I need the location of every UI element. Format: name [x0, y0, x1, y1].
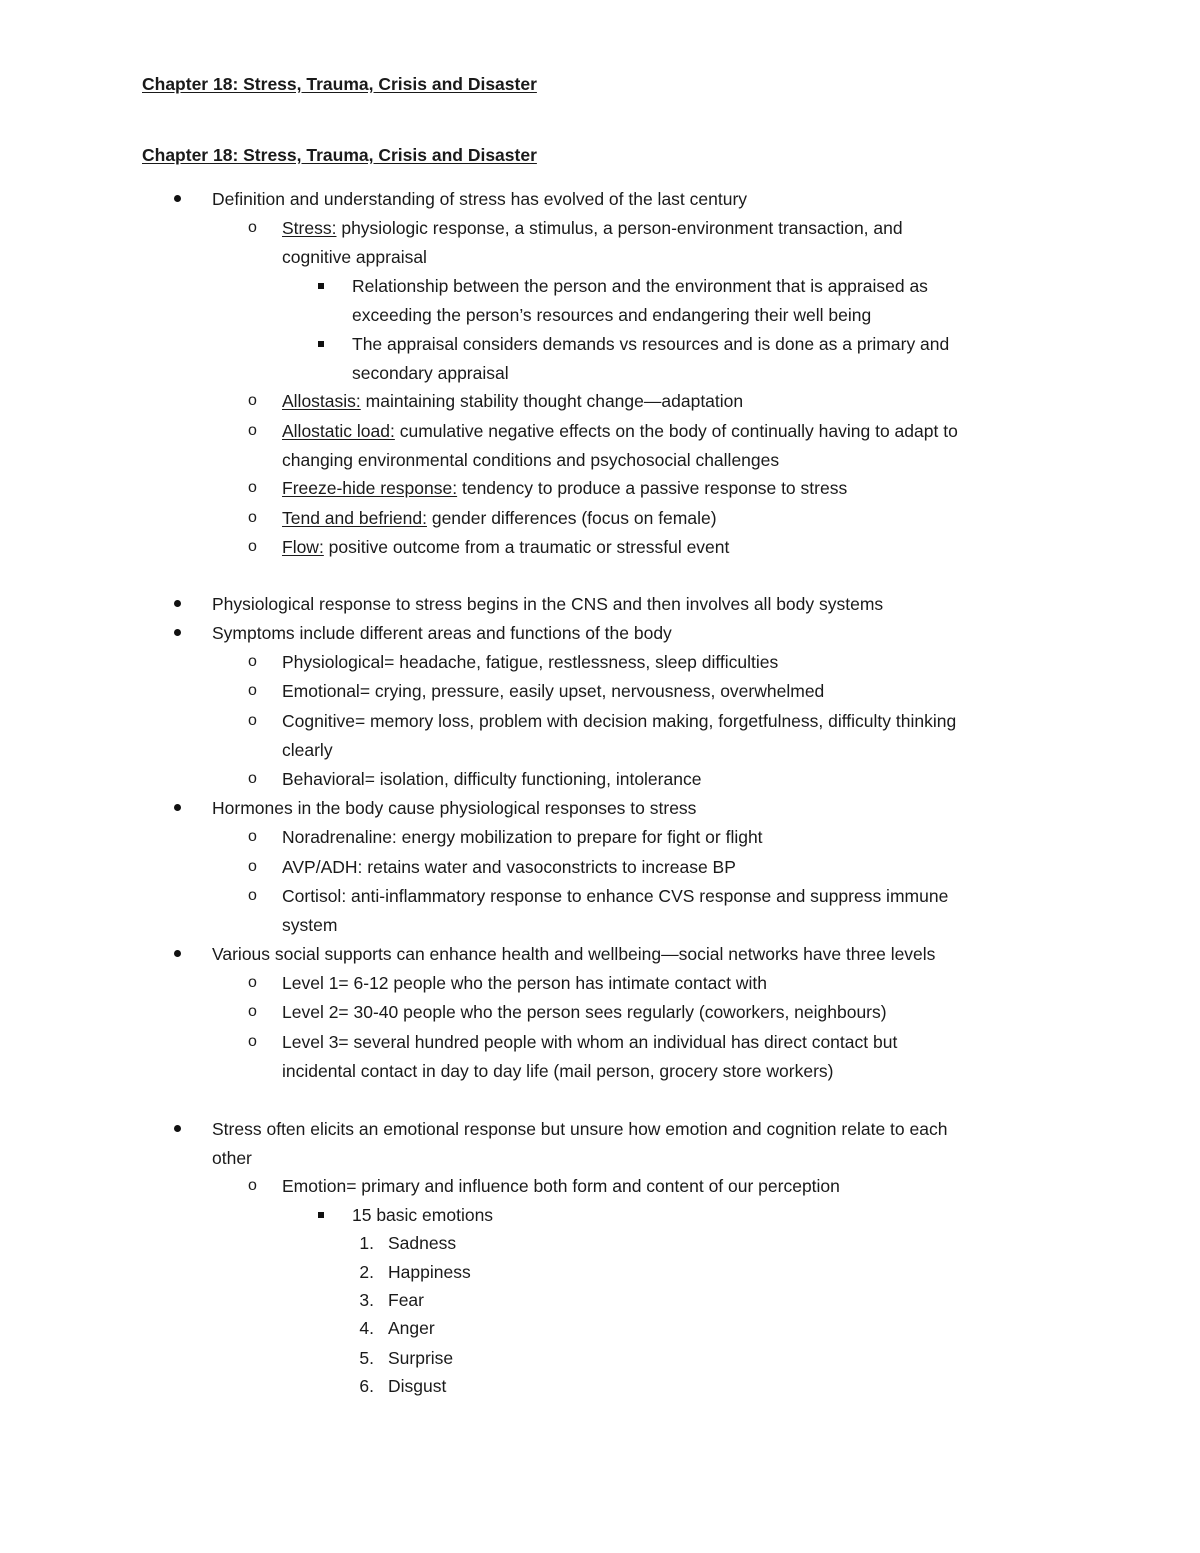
definition: cumulative negative effects on the body of continually having to adapt to	[394, 421, 958, 441]
bullet-disc	[174, 950, 181, 957]
definition: tendency to produce a passive response to stress	[457, 478, 848, 498]
sub-item-freeze-hide	[282, 477, 847, 499]
term-tend-befriend: Tend and befriend:	[282, 508, 427, 528]
bullet-circle: o	[248, 509, 257, 526]
list-number: 3.	[359, 1290, 374, 1310]
bullet-circle: o	[248, 422, 257, 439]
list-number: 6.	[359, 1376, 374, 1396]
list-item: Anger	[388, 1318, 435, 1338]
bullet-text: Stress often elicits an emotional response but unsure how emotion and cognition relate to each	[212, 1119, 948, 1139]
continuation-text: secondary appraisal	[352, 363, 509, 383]
sub-item: Emotion= primary and influence both form and content of our perception	[282, 1176, 840, 1196]
definition: gender differences (focus on female)	[426, 508, 717, 528]
bullet-square	[318, 1212, 324, 1218]
sub-item: Emotional= crying, pressure, easily upset, nervousness, overwhelmed	[282, 681, 825, 701]
list-item: Happiness	[388, 1262, 471, 1282]
bullet-circle: o	[248, 392, 257, 409]
sub-item: Cortisol: anti-inflammatory response to enhance CVS response and suppress immune	[282, 886, 949, 906]
continuation-text: incidental contact in day to day life (mail person, grocery store workers)	[282, 1061, 834, 1081]
bullet-circle: o	[248, 712, 257, 729]
definition: physiologic response, a stimulus, a person-environment transaction, and	[336, 218, 903, 238]
sub-item: Level 1= 6-12 people who the person has intimate contact with	[282, 973, 767, 993]
sub-item-stress	[282, 217, 903, 239]
term-stress: Stress:	[282, 218, 337, 238]
bullet-circle: o	[248, 828, 257, 845]
continuation-text: clearly	[282, 740, 333, 760]
sub-item-allostatic-load	[282, 420, 958, 442]
bullet-circle: o	[248, 1177, 257, 1194]
bullet-text: Physiological response to stress begins in the CNS and then involves all body systems	[212, 594, 884, 614]
term-freeze-hide: Freeze-hide response:	[282, 478, 458, 498]
sub-item: Behavioral= isolation, difficulty functioning, intolerance	[282, 769, 702, 789]
bullet-disc	[174, 1125, 181, 1132]
section-heading: Chapter 18: Stress, Trauma, Crisis and Disaster	[142, 145, 537, 165]
bullet-circle: o	[248, 1033, 257, 1050]
sub-item-tend-befriend	[282, 507, 717, 529]
continuation-text: system	[282, 915, 338, 935]
bullet-circle: o	[248, 1003, 257, 1020]
sub-item-allostasis	[282, 390, 743, 412]
list-number: 2.	[359, 1262, 374, 1282]
term-allostatic-load: Allostatic load:	[282, 421, 395, 441]
bullet-text: Hormones in the body cause physiological responses to stress	[212, 798, 697, 818]
bullet-text: Definition and understanding of stress has evolved of the last century	[212, 189, 748, 209]
bullet-disc	[174, 629, 181, 636]
continuation-text: cognitive appraisal	[282, 247, 427, 267]
sub-item: Cognitive= memory loss, problem with decision making, forgetfulness, difficulty thinking	[282, 711, 957, 731]
bullet-text: Symptoms include different areas and functions of the body	[212, 623, 672, 643]
list-item: Sadness	[388, 1233, 457, 1253]
bullet-circle: o	[248, 770, 257, 787]
list-item: Fear	[388, 1290, 424, 1310]
bullet-circle: o	[248, 682, 257, 699]
sub-sub-item: Relationship between the person and the environment that is appraised as	[352, 276, 928, 296]
list-number: 4.	[359, 1318, 374, 1338]
continuation-text: other	[212, 1148, 252, 1168]
bullet-disc	[174, 804, 181, 811]
list-item: Surprise	[388, 1348, 454, 1368]
bullet-circle: o	[248, 653, 257, 670]
continuation-text: changing environmental conditions and psychosocial challenges	[282, 450, 780, 470]
bullet-circle: o	[248, 479, 257, 496]
page-title: Chapter 18: Stress, Trauma, Crisis and Disaster	[142, 74, 537, 94]
bullet-disc	[174, 195, 181, 202]
definition: maintaining stability thought change—adaptation	[360, 391, 744, 411]
bullet-text: Various social supports can enhance health and wellbeing—social networks have three levels	[212, 944, 936, 964]
sub-item: Physiological= headache, fatigue, restlessness, sleep difficulties	[282, 652, 779, 672]
bullet-square	[318, 283, 324, 289]
sub-item: Level 3= several hundred people with whom an individual has direct contact but	[282, 1032, 898, 1052]
bullet-circle: o	[248, 538, 257, 555]
list-number: 5.	[359, 1348, 374, 1368]
bullet-square	[318, 341, 324, 347]
list-number: 1.	[359, 1233, 374, 1253]
sub-item: Level 2= 30-40 people who the person sees regularly (coworkers, neighbours)	[282, 1002, 887, 1022]
continuation-text: exceeding the person’s resources and endangering their well being	[352, 305, 872, 325]
bullet-disc	[174, 600, 181, 607]
sub-item: AVP/ADH: retains water and vasoconstricts to increase BP	[282, 857, 736, 877]
sub-sub-item: 15 basic emotions	[352, 1205, 494, 1225]
sub-sub-item: The appraisal considers demands vs resources and is done as a primary and	[352, 334, 950, 354]
term-allostasis: Allostasis:	[282, 391, 361, 411]
sub-item-flow	[282, 536, 729, 558]
bullet-circle: o	[248, 858, 257, 875]
sub-item: Noradrenaline: energy mobilization to prepare for fight or flight	[282, 827, 763, 847]
bullet-circle: o	[248, 974, 257, 991]
definition: positive outcome from a traumatic or stressful event	[323, 537, 730, 557]
bullet-circle: o	[248, 219, 257, 236]
bullet-circle: o	[248, 887, 257, 904]
term-flow: Flow:	[282, 537, 324, 557]
list-item: Disgust	[388, 1376, 447, 1396]
